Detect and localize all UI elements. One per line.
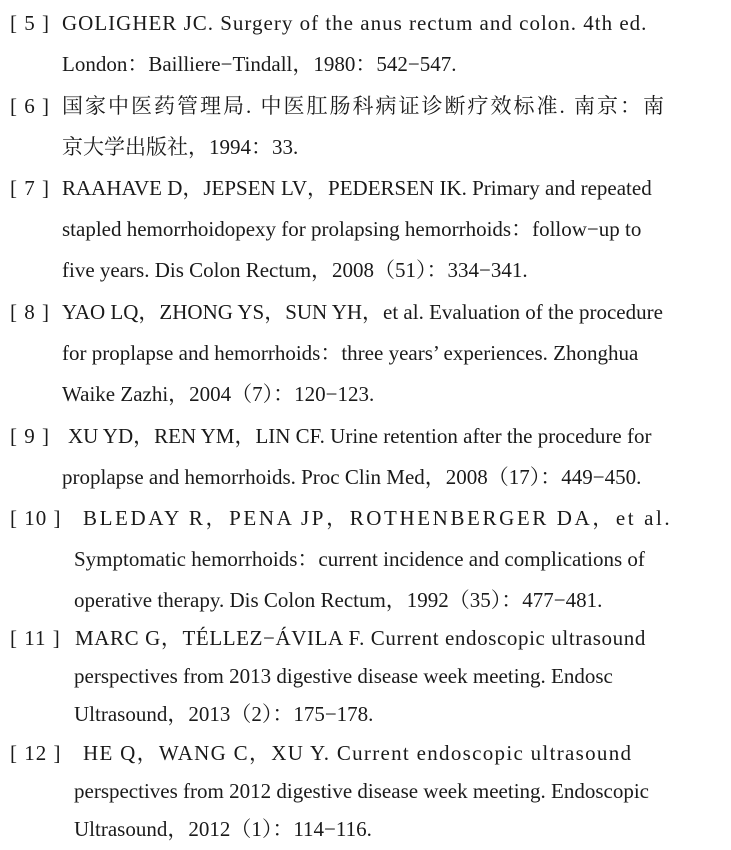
reference-text-line: MARC G，TÉLLEZ−ÁVILA F. Current endoscopic ultrasound [75, 626, 646, 650]
reference-text-line: HE Q，WANG C，XU Y. Current endoscopic ultrasound [83, 741, 633, 765]
reference-text-line: perspectives from 2013 digestive disease week meeting. Endosc [74, 664, 613, 688]
reference-text-line: stapled hemorrhoidopexy for prolapsing hemorrhoids：follow−up to [62, 217, 642, 241]
reference-number: [ 8 ] [10, 300, 50, 324]
reference-number: [ 12 ] [10, 741, 62, 765]
reference-text-line: BLEDAY R，PENA JP，ROTHENBERGER DA，et al. [83, 506, 673, 530]
reference-text-line: 国家中医药管理局. 中医肛肠科病证诊断疗效标准. 南京：南 [62, 94, 666, 118]
reference-text-line: London：Bailliere−Tindall，1980：542−547. [62, 52, 457, 76]
reference-text-line: proplapse and hemorrhoids. Proc Clin Med，2008（17）：449−450. [62, 465, 642, 489]
reference-text-line: operative therapy. Dis Colon Rectum，1992（35）：477−481. [74, 588, 603, 612]
reference-text-line: YAO LQ，ZHONG YS，SUN YH，et al. Evaluation of the procedure [62, 300, 663, 324]
reference-text-line: Waike Zazhi，2004（7）：120−123. [62, 382, 375, 406]
reference-number: [ 5 ] [10, 11, 50, 35]
reference-number: [ 11 ] [10, 626, 61, 650]
reference-text-line: Ultrasound，2012（1）：114−116. [74, 817, 372, 841]
reference-number: [ 9 ] [10, 424, 50, 448]
reference-text-line: XU YD，REN YM，LIN CF. Urine retention after the procedure for [68, 424, 652, 448]
reference-text-line: 京大学出版社，1994：33. [62, 135, 299, 159]
reference-text-line: for proplapse and hemorrhoids：three years’ experiences. Zhonghua [62, 341, 639, 365]
reference-text-line: Symptomatic hemorrhoids：current incidence and complications of [74, 547, 645, 571]
reference-number: [ 6 ] [10, 94, 50, 118]
reference-number: [ 10 ] [10, 506, 62, 530]
reference-text-line: perspectives from 2012 digestive disease week meeting. Endoscopic [74, 779, 649, 803]
reference-text-line: RAAHAVE D，JEPSEN LV，PEDERSEN IK. Primary and repeated [62, 176, 652, 200]
reference-number: [ 7 ] [10, 176, 50, 200]
reference-text-line: five years. Dis Colon Rectum，2008（51）：334−341. [62, 258, 528, 282]
reference-text-line: GOLIGHER JC. Surgery of the anus rectum and colon. 4th ed. [62, 11, 648, 35]
reference-text-line: Ultrasound，2013（2）：175−178. [74, 702, 374, 726]
